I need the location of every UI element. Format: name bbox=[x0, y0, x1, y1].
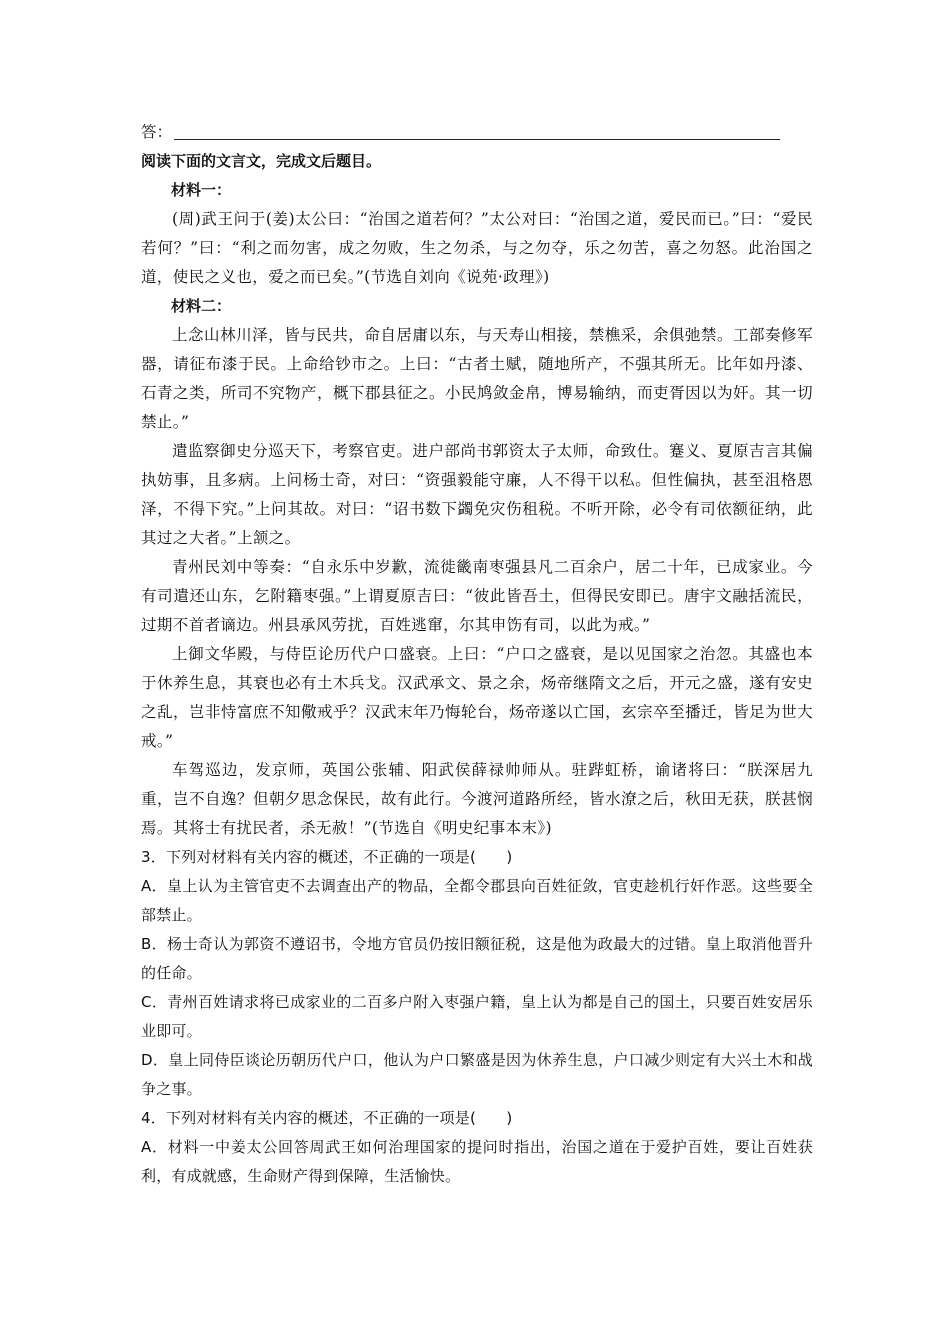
material2-paragraph-3: 青州民刘中等奏：“自永乐中岁歉，流徙畿南枣强县凡二百余户，居二十年，已成家业。今有司遣还山东，乞附籍枣强。”上谓夏原吉曰：“彼此皆吾土，但得民安即已。唐宇文融括流民，过期不首者谪边。州县承风劳扰，百姓逃窜，尔其申饬有司，以此为戒。” bbox=[141, 558, 813, 634]
answer-label: 答： bbox=[141, 123, 173, 141]
question-4-option-a: A．材料一中姜太公回答周武王如何治理国家的提问时指出，治国之道在于爱护百姓，要让百姓获利，有成就感，生命财产得到保障，生活愉快。 bbox=[141, 1138, 813, 1185]
question-3-option-a: A．皇上认为主管官吏不去调查出产的物品，全都令郡县向百姓征敛，官吏趁机行奸作恶。这些要全部禁止。 bbox=[141, 877, 813, 924]
answer-blank-line[interactable] bbox=[174, 138, 780, 140]
material2-paragraph-2: 遣监察御史分巡天下，考察官吏。进户部尚书郭资太子太师，命致仕。蹇义、夏原吉言其偏执妨事，且多病。上问杨士奇，对曰：“资强毅能守廉，人不得干以私。但性偏执，甚至沮格恩泽，不得下究。”上问其故。对曰：“诏书数下蠲免灾伤租税。不听开除，必令有司依额征纳，此其过之大者。”上颔之。 bbox=[141, 442, 813, 547]
material2-paragraph-1: 上念山林川泽，皆与民共，命自居庸以东，与天寿山相接，禁樵采，余俱弛禁。工部奏修军器，请征布漆于民。上命给钞市之。上曰：“古者土赋，随地所产，不强其所无。比年如丹漆、石青之类，所司不究物产，概下郡县征之。小民鸠敛金帛，博易输纳，而吏胥因以为奸。其一切禁止。” bbox=[141, 326, 813, 431]
material2-paragraph-4: 上御文华殿，与侍臣论历代户口盛衰。上曰：“户口之盛衰，是以见国家之治忽。其盛也本于休养生息，其衰也必有土木兵戈。汉武承文、景之余，炀帝继隋文之后，开元之盛，遂有安史之乱，岂非恃富庶不知儆戒乎？汉武末年乃悔轮台，炀帝遂以亡国，玄宗卒至播迁，皆足为世大戒。” bbox=[141, 645, 813, 750]
question-3-option-d: D．皇上同侍臣谈论历朝历代户口，他认为户口繁盛是因为休养生息，户口减少则定有大兴土木和战争之事。 bbox=[141, 1051, 813, 1098]
material2-paragraph-5: 车驾巡边，发京师，英国公张辅、阳武侯薛禄帅师从。驻跸虹桥，谕诸将曰：“朕深居九重，岂不自逸？但朝夕思念保民，故有此行。今渡河道路所经，皆水潦之后，秋田无获，朕甚悯焉。其将士有扰民者，杀无赦！”(节选自《明史纪事本末》) bbox=[141, 761, 813, 837]
reading-instruction: 阅读下面的文言文，完成文后题目。 bbox=[141, 152, 382, 170]
document-page bbox=[141, 118, 813, 1191]
material1-paragraph: (周)武王问于(姜)太公曰：“治国之道若何？”太公对曰：“治国之道，爱民而已。”曰：“爱民若何？”曰：“利之而勿害，成之勿败，生之勿杀，与之勿夺，乐之勿苦，喜之勿怒。此治国之道，使民之义也，爱之而已矣。”(节选自刘向《说苑·政理》) bbox=[141, 210, 813, 286]
question-3-stem: 3．下列对材料有关内容的概述，不正确的一项是( ) bbox=[141, 848, 513, 866]
question-3-option-c: C．青州百姓请求将已成家业的二百多户附入枣强户籍，皇上认为都是自己的国土，只要百姓安居乐业即可。 bbox=[141, 993, 813, 1040]
material2-title: 材料二： bbox=[171, 297, 232, 315]
answer-line bbox=[141, 118, 813, 147]
material1-title: 材料一： bbox=[171, 181, 232, 199]
question-4-stem: 4．下列对材料有关内容的概述，不正确的一项是( ) bbox=[141, 1109, 513, 1127]
question-3-option-b: B．杨士奇认为郭资不遵诏书，令地方官员仍按旧额征税，这是他为政最大的过错。皇上取消他晋升的任命。 bbox=[141, 935, 813, 982]
